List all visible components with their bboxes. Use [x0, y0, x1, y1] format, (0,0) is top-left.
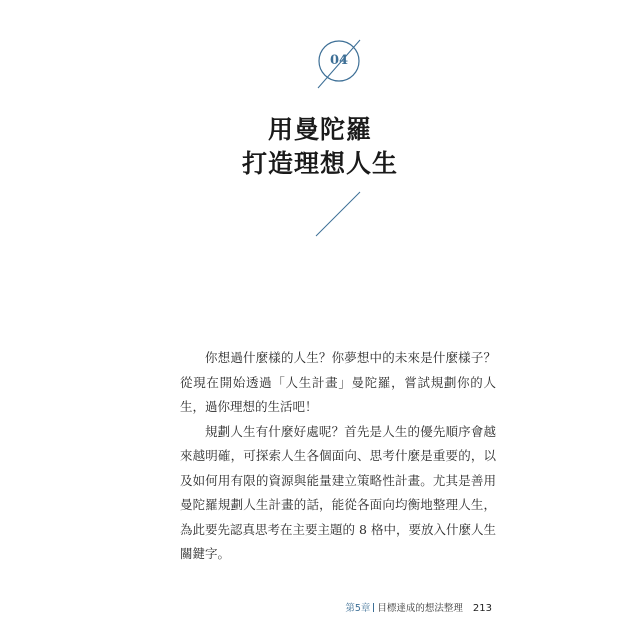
body-text: [180, 346, 496, 567]
chapter-number: 04: [329, 53, 349, 68]
footer-section-title: 目標達成的想法整理: [377, 603, 463, 614]
page-footer: [345, 600, 492, 614]
decorative-diagonal-line: [0, 180, 640, 250]
chapter-title-line-2: 打造理想人生: [241, 149, 398, 178]
footer-separator: [373, 603, 374, 612]
chapter-title-line-1: 用曼陀羅: [267, 115, 372, 144]
body-paragraph-2: 規劃人生有什麼好處呢？首先是人生的優先順序會越來越明確，可探索人生各個面向、思考什麼是重要的，以及如何用有限的資源與能量建立策略性計畫。尤其是善用曼陀羅規劃人生計畫的話，能從各面向均衡地整理人生，為此要先認真思考在主要主題的 8 格中，要放入什麼人生關鍵字。: [180, 423, 496, 561]
body-paragraph-1: 你想過什麼樣的人生？你夢想中的未來是什麼樣子？從現在開始透過「人生計畫」曼陀羅，嘗試規劃你的人生，過你理想的生活吧！: [180, 350, 496, 414]
page-number: 213: [472, 603, 492, 614]
footer-chapter-label: 第5章: [345, 603, 371, 614]
